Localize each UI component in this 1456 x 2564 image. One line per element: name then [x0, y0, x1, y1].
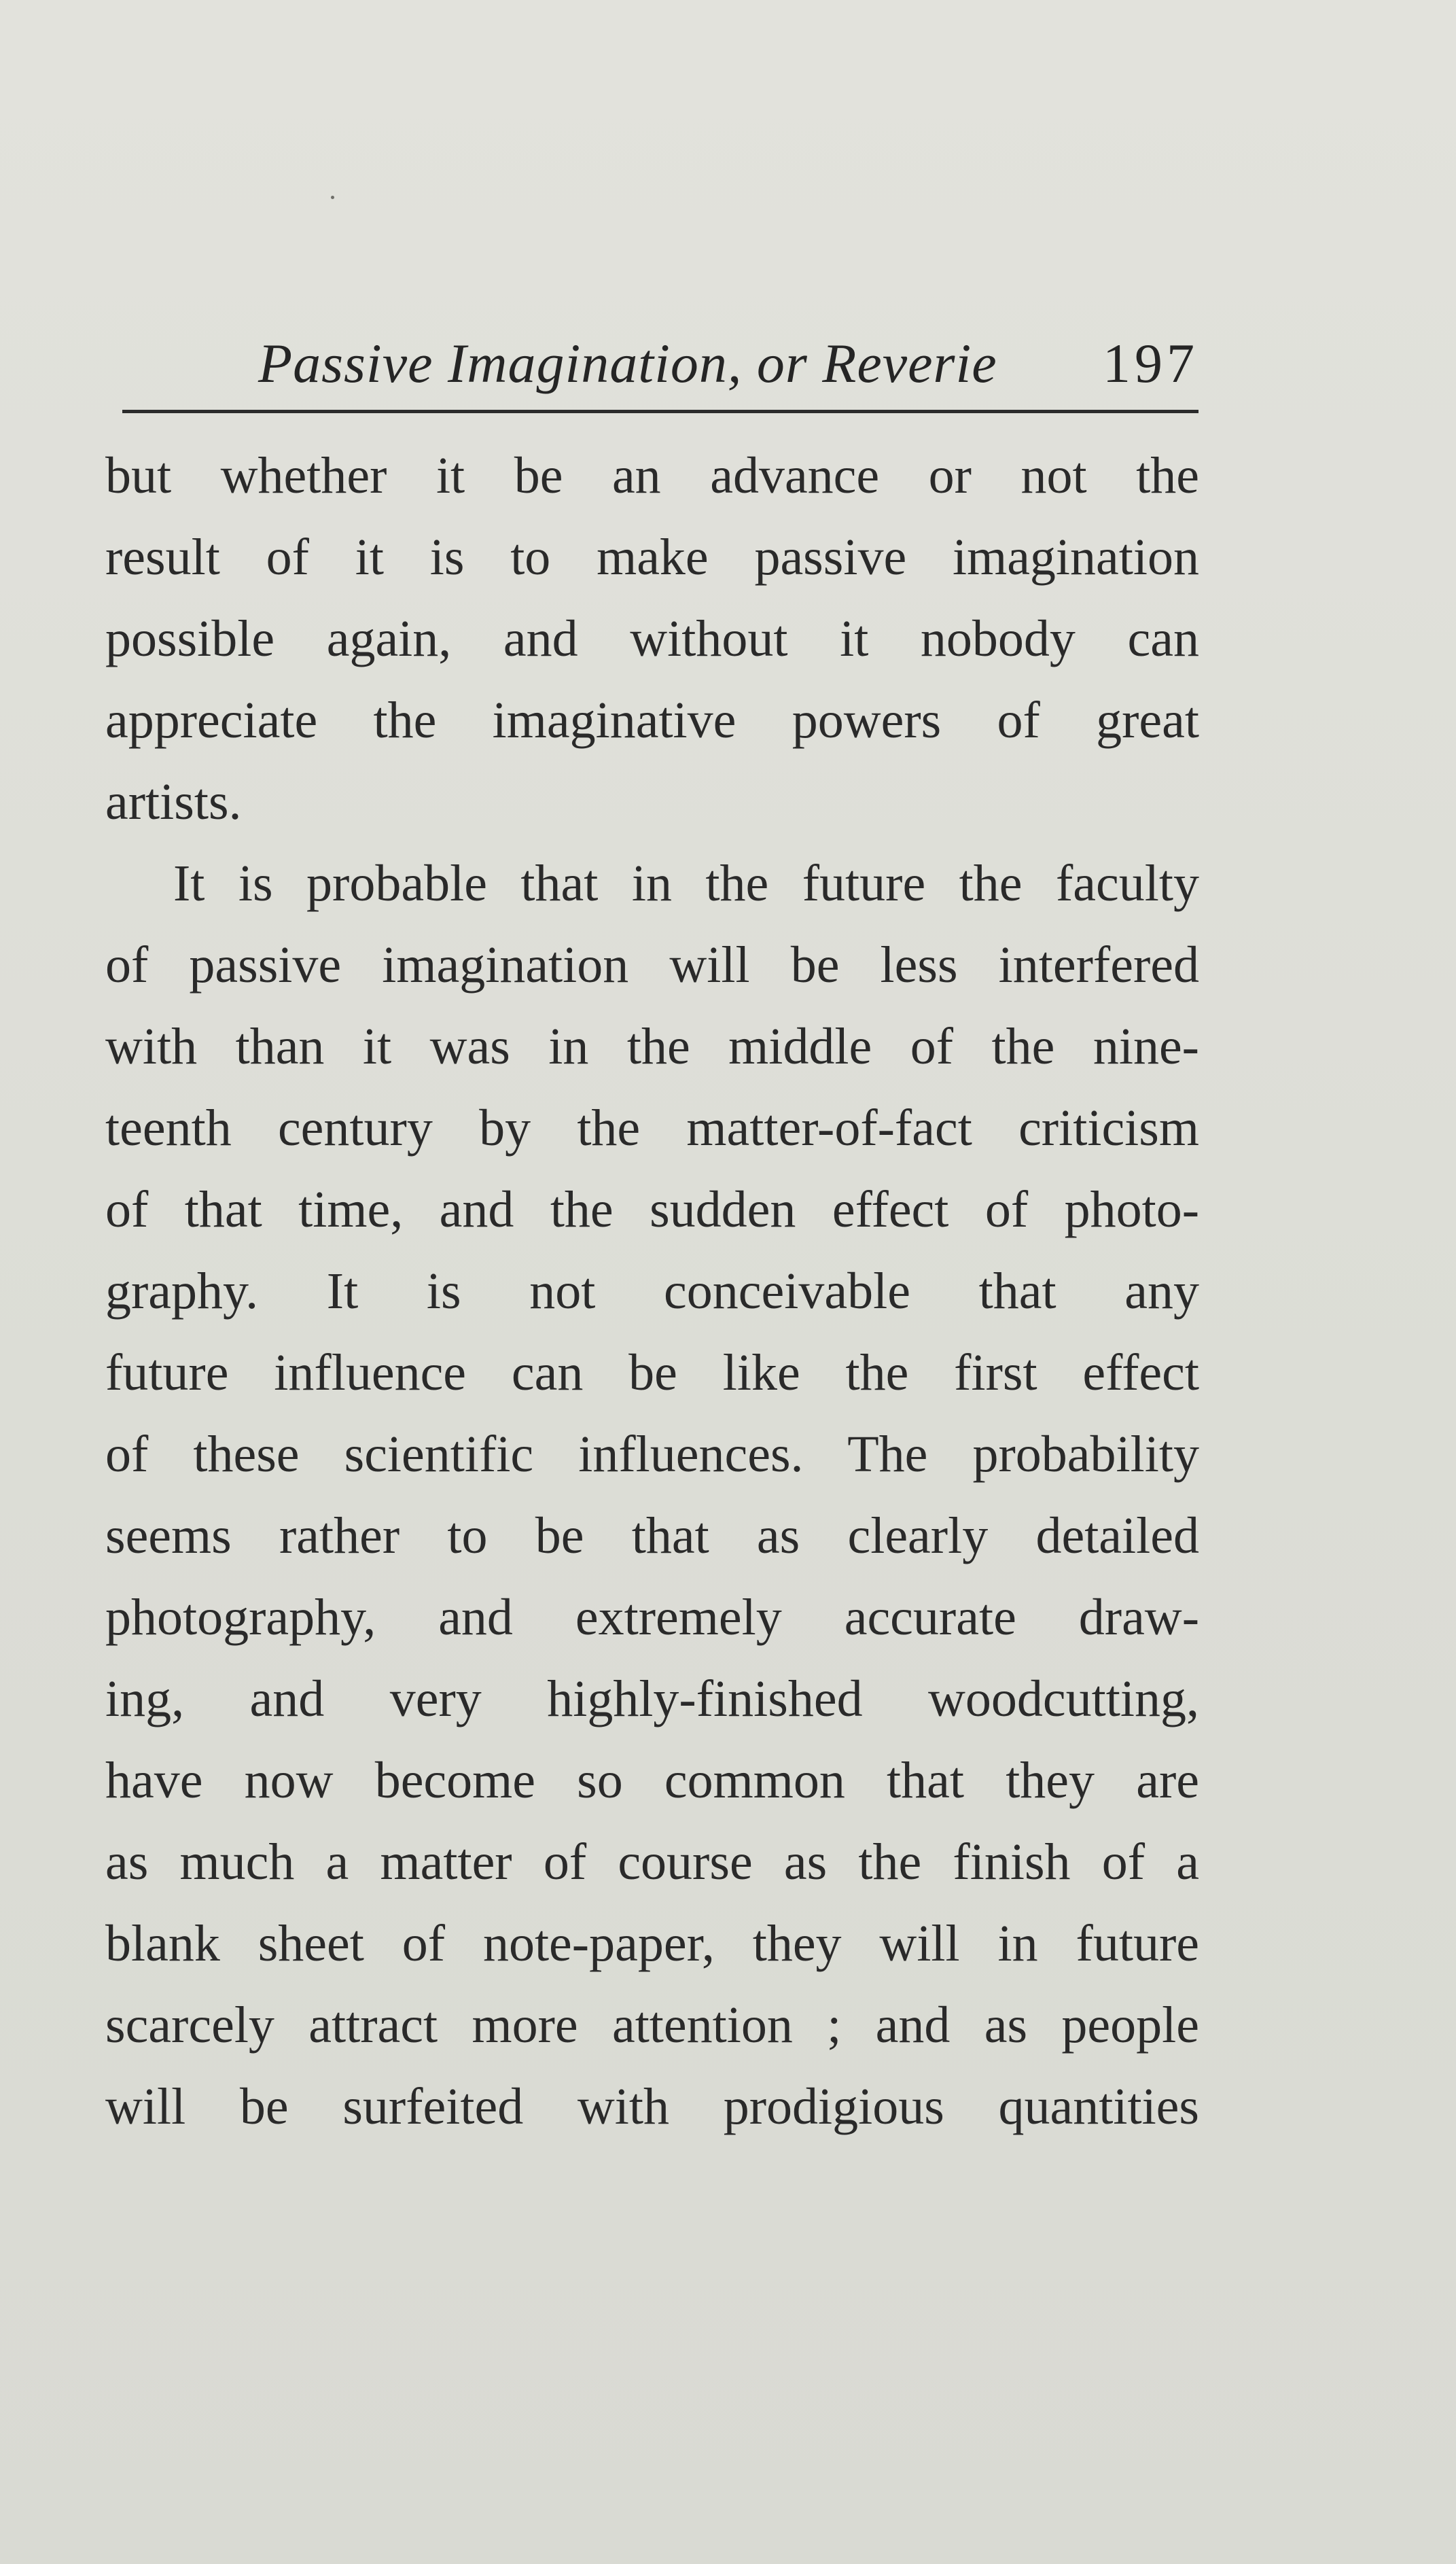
- body-text: [105, 435, 1199, 2147]
- text-line: appreciate the imaginative powers of great: [105, 692, 1199, 749]
- text-line: of that time, and the sudden effect of photo-: [105, 1181, 1199, 1238]
- running-head-title: Passive Imagination, or Reverie: [258, 332, 997, 394]
- text-line: teenth century by the matter-of-fact criticism: [105, 1100, 1199, 1157]
- text-line: with than it was in the middle of the nine-: [105, 1018, 1199, 1075]
- text-line: of passive imagination will be less interfered: [105, 936, 1199, 994]
- text-line: of these scientific influences. The probability: [105, 1426, 1199, 1483]
- text-line: future influence can be like the first effect: [105, 1344, 1199, 1401]
- text-line: possible again, and without it nobody can: [105, 610, 1199, 667]
- header-rule: [122, 410, 1198, 413]
- running-head: [122, 326, 1198, 401]
- text-line: as much a matter of course as the finish of a: [105, 1833, 1199, 1891]
- text-line: but whether it be an advance or not the: [105, 447, 1199, 504]
- text-line: photography, and extremely accurate draw-: [105, 1589, 1199, 1646]
- text-line: graphy. It is not conceivable that any: [105, 1263, 1199, 1320]
- paragraph-1: [105, 435, 1199, 843]
- text-line: will be surfeited with prodigious quantities: [105, 2078, 1199, 2135]
- text-line: artists.: [105, 773, 242, 830]
- page-number: 197: [1103, 332, 1198, 394]
- text-line: ing, and very highly-finished woodcutting,: [105, 1670, 1199, 1727]
- text-line: seems rather to be that as clearly detailed: [105, 1507, 1199, 1564]
- text-line: blank sheet of note-paper, they will in future: [105, 1915, 1199, 1972]
- text-line: scarcely attract more attention ; and as people: [105, 1997, 1199, 2054]
- text-line: result of it is to make passive imagination: [105, 529, 1199, 586]
- text-line: It is probable that in the future the faculty: [173, 855, 1199, 912]
- paragraph-2: [105, 843, 1199, 2147]
- text-line: have now become so common that they are: [105, 1752, 1199, 1809]
- paper-speck: [331, 196, 334, 199]
